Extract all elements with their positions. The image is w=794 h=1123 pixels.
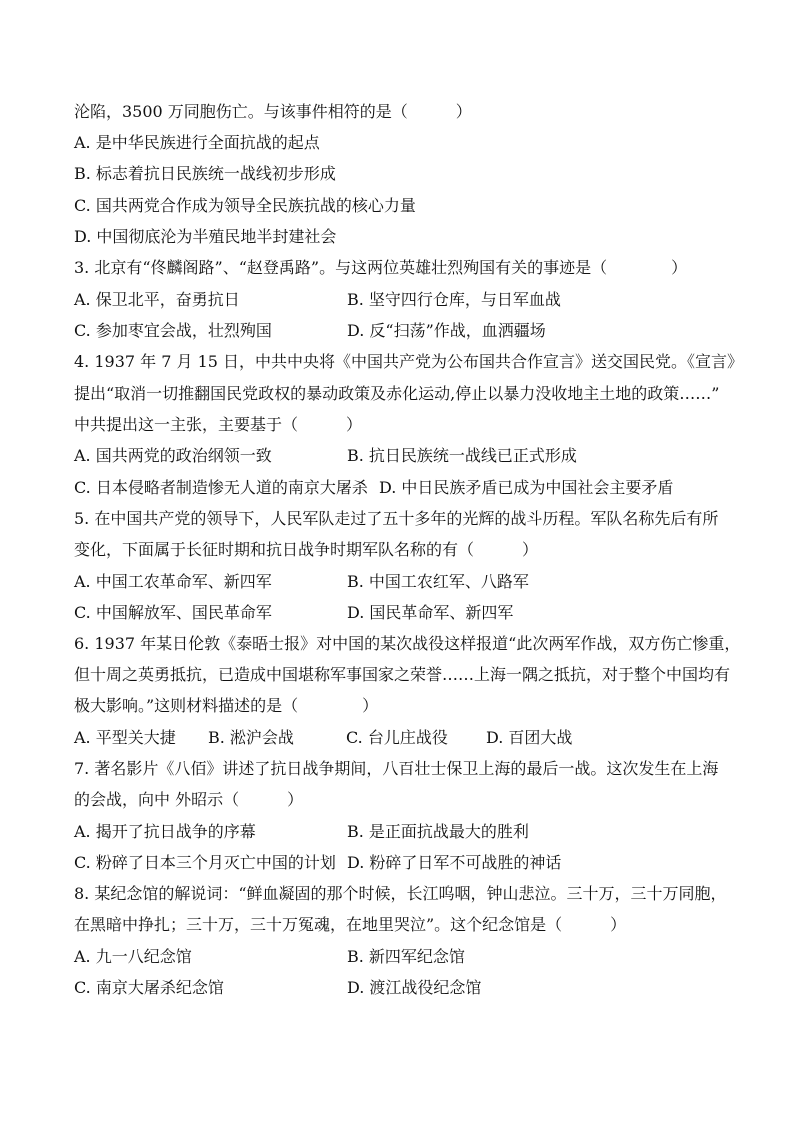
option-d: D. 百团大战 — [486, 728, 573, 747]
option-b: B. 中国工农红军、八路军 — [347, 572, 529, 591]
option-a: A. 保卫北平，奋勇抗日 — [74, 290, 240, 309]
question-4-stem: 中共提出这一主张，主要基于（ ） — [74, 415, 363, 434]
option-b: B. 抗日民族统一战线已正式形成 — [347, 446, 577, 465]
option-c: C. 南京大屠杀纪念馆 — [74, 978, 224, 997]
option-a: A. 揭开了抗日战争的序幕 — [74, 822, 256, 841]
option-b: B. 坚守四行仓库，与日军血战 — [347, 290, 561, 309]
option-a: A. 国共两党的政治纲领一致 — [74, 446, 272, 465]
question-6-stem: 6. 1937 年某日伦敦《泰晤士报》对中国的某次战役这样报道“此次两军作战，双方伤亡惨重， — [74, 634, 741, 653]
option-c: C. 日本侵略者制造惨无人道的南京大屠杀 — [74, 478, 368, 497]
question-7-stem: 的会战，向中 外昭示（ ） — [74, 790, 304, 809]
option-c: C. 参加枣宜会战，壮烈殉国 — [74, 321, 272, 340]
question-6-stem: 但十周之英勇抵抗，已造成中国堪称军事国家之荣誉……上海一隅之抵抗，对于整个中国均有 — [74, 665, 731, 684]
option-c: C. 粉碎了日本三个月灭亡中国的计划 — [74, 853, 336, 872]
option-c: C. 中国解放军、国民革命军 — [74, 603, 272, 622]
question-2-tail: 沦陷，3500 万同胞伤亡。与该事件相符的是（ ） — [74, 102, 472, 121]
option-a: A. 中国工农革命军、新四军 — [74, 572, 272, 591]
option-c: C. 国共两党合作成为领导全民族抗战的核心力量 — [74, 196, 416, 215]
question-6-stem: 极大影响。”这则材料描述的是（ ） — [74, 696, 379, 715]
option-b: B. 是正面抗战最大的胜利 — [347, 822, 529, 841]
option-c: C. 台儿庄战役 — [346, 728, 448, 747]
option-d: D. 中国彻底沦为半殖民地半封建社会 — [74, 227, 337, 246]
question-4-stem: 提出“取消一切推翻国民党政权的暴动政策及赤化运动,停止以暴力没收地主土地的政策……” — [74, 384, 720, 403]
question-4-stem: 4. 1937 年 7 月 15 日，中共中央将《中国共产党为公布国共合作宣言》送交国民党。《宣言》 — [74, 352, 744, 371]
option-a: A. 九一八纪念馆 — [74, 947, 192, 966]
question-3-stem: 3. 北京有“佟麟阁路”、“赵登禹路”。与这两位英雄壮烈殉国有关的事迹是（ ） — [74, 258, 688, 277]
option-d: D. 渡江战役纪念馆 — [347, 978, 482, 997]
question-5-stem: 5. 在中国共产党的领导下，人民军队走过了五十多年的光辉的战斗历程。军队名称先后有所 — [74, 509, 719, 528]
option-b: B. 新四军纪念馆 — [347, 947, 465, 966]
option-d: D. 粉碎了日军不可战胜的神话 — [347, 853, 562, 872]
option-a: A. 是中华民族进行全面抗战的起点 — [74, 133, 320, 152]
question-5-stem: 变化，下面属于长征时期和抗日战争时期军队名称的有（ ） — [74, 540, 539, 559]
option-d: D. 中日民族矛盾已成为中国社会主要矛盾 — [379, 478, 674, 497]
option-d: D. 国民革命军、新四军 — [347, 603, 514, 622]
option-b: B. 标志着抗日民族统一战线初步形成 — [74, 164, 336, 183]
question-7-stem: 7. 著名影片《八佰》讲述了抗日战争期间，八百壮士保卫上海的最后一战。这次发生在上海 — [74, 759, 719, 778]
question-8-stem: 8. 某纪念馆的解说词：“鲜血凝固的那个时候，长江呜咽，钟山悲泣。三十万，三十万同胞， — [74, 884, 727, 903]
option-b: B. 淞沪会战 — [208, 728, 294, 747]
option-a: A. 平型关大捷 — [74, 728, 176, 747]
option-d: D. 反“扫荡”作战，血洒疆场 — [347, 321, 546, 340]
question-8-stem: 在黑暗中挣扎；三十万，三十万冤魂，在地里哭泣”。这个纪念馆是（ ） — [74, 915, 627, 934]
